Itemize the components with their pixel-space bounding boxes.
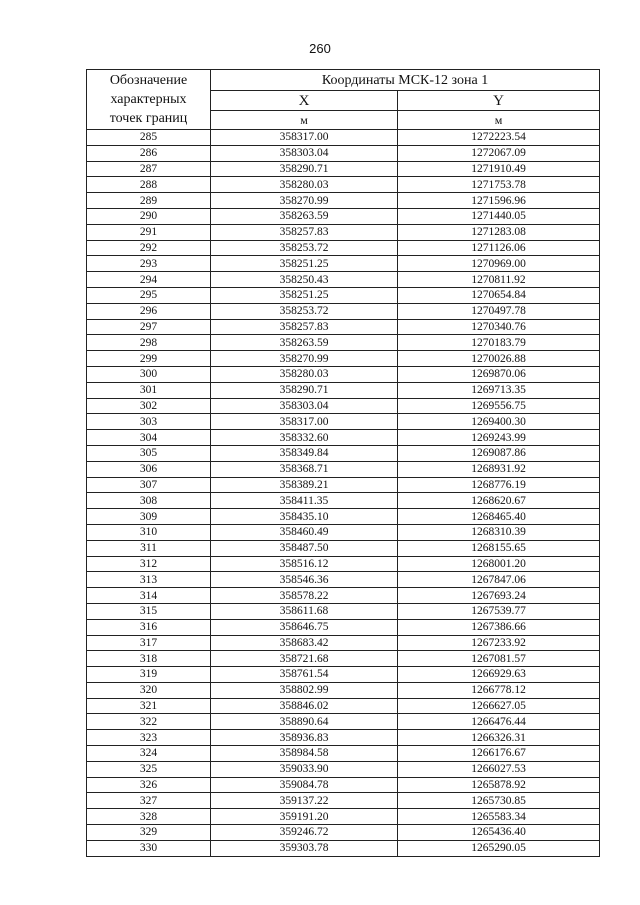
x-coordinate-cell: 358253.72 xyxy=(211,240,398,256)
y-column-header: Y xyxy=(398,91,600,111)
y-coordinate-cell: 1270183.79 xyxy=(398,335,600,351)
table-row xyxy=(87,540,600,556)
table-row xyxy=(87,335,600,351)
table-row xyxy=(87,208,600,224)
x-coordinate-cell: 358721.68 xyxy=(211,651,398,667)
x-coordinate-cell: 358578.22 xyxy=(211,588,398,604)
table-row xyxy=(87,319,600,335)
table-row xyxy=(87,667,600,683)
coords-title-header: Координаты МСК-12 зона 1 xyxy=(211,70,600,91)
point-label-line-1: Обозначение xyxy=(109,73,188,88)
y-coordinate-cell: 1268620.67 xyxy=(398,493,600,509)
table-row xyxy=(87,145,600,161)
y-coordinate-cell: 1267847.06 xyxy=(398,572,600,588)
y-coordinate-cell: 1269243.99 xyxy=(398,430,600,446)
x-coordinate-cell: 358263.59 xyxy=(211,208,398,224)
x-coordinate-cell: 358802.99 xyxy=(211,682,398,698)
y-coordinate-cell: 1267539.77 xyxy=(398,603,600,619)
x-coordinate-cell: 358317.00 xyxy=(211,414,398,430)
y-coordinate-cell: 1266027.53 xyxy=(398,761,600,777)
x-coordinate-cell: 358411.35 xyxy=(211,493,398,509)
y-coordinate-cell: 1268155.65 xyxy=(398,540,600,556)
y-coordinate-cell: 1270497.78 xyxy=(398,303,600,319)
y-coordinate-cell: 1266778.12 xyxy=(398,682,600,698)
y-coordinate-cell: 1271596.96 xyxy=(398,193,600,209)
y-coordinate-cell: 1267233.92 xyxy=(398,635,600,651)
point-id-cell: 309 xyxy=(87,509,211,525)
table-row xyxy=(87,698,600,714)
y-coordinate-cell: 1265436.40 xyxy=(398,825,600,841)
table-row xyxy=(87,224,600,240)
x-coordinate-cell: 359303.78 xyxy=(211,840,398,856)
point-id-cell: 322 xyxy=(87,714,211,730)
point-label-line-3: точек границ xyxy=(109,111,188,126)
y-coordinate-cell: 1269556.75 xyxy=(398,398,600,414)
point-id-cell: 286 xyxy=(87,145,211,161)
point-id-cell: 301 xyxy=(87,382,211,398)
table-row xyxy=(87,445,600,461)
point-id-cell: 287 xyxy=(87,161,211,177)
y-coordinate-cell: 1267386.66 xyxy=(398,619,600,635)
point-id-cell: 317 xyxy=(87,635,211,651)
point-id-cell: 302 xyxy=(87,398,211,414)
y-coordinate-cell: 1270340.76 xyxy=(398,319,600,335)
point-id-cell: 325 xyxy=(87,761,211,777)
point-id-cell: 292 xyxy=(87,240,211,256)
table-row xyxy=(87,556,600,572)
y-coordinate-cell: 1268001.20 xyxy=(398,556,600,572)
point-id-cell: 313 xyxy=(87,572,211,588)
x-coordinate-cell: 358546.36 xyxy=(211,572,398,588)
point-id-cell: 296 xyxy=(87,303,211,319)
table-row xyxy=(87,382,600,398)
table-row xyxy=(87,777,600,793)
table-row xyxy=(87,603,600,619)
table-row xyxy=(87,651,600,667)
y-coordinate-cell: 1270026.88 xyxy=(398,351,600,367)
x-coordinate-cell: 358460.49 xyxy=(211,524,398,540)
table-row xyxy=(87,572,600,588)
x-coordinate-cell: 359246.72 xyxy=(211,825,398,841)
table-row xyxy=(87,256,600,272)
x-coordinate-cell: 358270.99 xyxy=(211,193,398,209)
point-id-cell: 329 xyxy=(87,825,211,841)
point-id-cell: 314 xyxy=(87,588,211,604)
table-row xyxy=(87,414,600,430)
y-coordinate-cell: 1266929.63 xyxy=(398,667,600,683)
x-coordinate-cell: 358251.25 xyxy=(211,256,398,272)
point-id-cell: 289 xyxy=(87,193,211,209)
table-row xyxy=(87,366,600,382)
point-id-cell: 326 xyxy=(87,777,211,793)
point-id-cell: 304 xyxy=(87,430,211,446)
y-coordinate-cell: 1266627.05 xyxy=(398,698,600,714)
y-coordinate-cell: 1268776.19 xyxy=(398,477,600,493)
x-coordinate-cell: 358280.03 xyxy=(211,366,398,382)
table-row xyxy=(87,840,600,856)
x-unit-header: м xyxy=(211,111,398,130)
point-id-cell: 324 xyxy=(87,746,211,762)
x-coordinate-cell: 358290.71 xyxy=(211,382,398,398)
x-coordinate-cell: 358646.75 xyxy=(211,619,398,635)
x-coordinate-cell: 358846.02 xyxy=(211,698,398,714)
point-id-cell: 299 xyxy=(87,351,211,367)
y-coordinate-cell: 1269087.86 xyxy=(398,445,600,461)
point-id-cell: 291 xyxy=(87,224,211,240)
x-coordinate-cell: 358303.04 xyxy=(211,398,398,414)
x-coordinate-cell: 358250.43 xyxy=(211,272,398,288)
y-coordinate-cell: 1272067.09 xyxy=(398,145,600,161)
y-coordinate-cell: 1265583.34 xyxy=(398,809,600,825)
table-row xyxy=(87,714,600,730)
table-row xyxy=(87,619,600,635)
table-row xyxy=(87,477,600,493)
x-coordinate-cell: 359191.20 xyxy=(211,809,398,825)
table-row xyxy=(87,509,600,525)
point-id-cell: 298 xyxy=(87,335,211,351)
x-coordinate-cell: 358251.25 xyxy=(211,287,398,303)
y-coordinate-cell: 1272223.54 xyxy=(398,130,600,146)
x-coordinate-cell: 358368.71 xyxy=(211,461,398,477)
y-coordinate-cell: 1268465.40 xyxy=(398,509,600,525)
y-coordinate-cell: 1271910.49 xyxy=(398,161,600,177)
point-id-cell: 293 xyxy=(87,256,211,272)
point-id-cell: 330 xyxy=(87,840,211,856)
x-coordinate-cell: 358761.54 xyxy=(211,667,398,683)
x-coordinate-cell: 359137.22 xyxy=(211,793,398,809)
x-coordinate-cell: 358270.99 xyxy=(211,351,398,367)
x-coordinate-cell: 358280.03 xyxy=(211,177,398,193)
point-id-cell: 300 xyxy=(87,366,211,382)
point-id-cell: 316 xyxy=(87,619,211,635)
x-coordinate-cell: 358257.83 xyxy=(211,224,398,240)
point-id-cell: 315 xyxy=(87,603,211,619)
y-coordinate-cell: 1269713.35 xyxy=(398,382,600,398)
point-id-cell: 312 xyxy=(87,556,211,572)
x-coordinate-cell: 358936.83 xyxy=(211,730,398,746)
table-row xyxy=(87,272,600,288)
point-id-cell: 308 xyxy=(87,493,211,509)
y-coordinate-cell: 1269400.30 xyxy=(398,414,600,430)
table-body xyxy=(87,130,600,857)
x-coordinate-cell: 358253.72 xyxy=(211,303,398,319)
y-coordinate-cell: 1271126.06 xyxy=(398,240,600,256)
table-row xyxy=(87,161,600,177)
point-id-cell: 323 xyxy=(87,730,211,746)
table-row xyxy=(87,730,600,746)
table-row xyxy=(87,303,600,319)
y-coordinate-cell: 1268931.92 xyxy=(398,461,600,477)
table-row xyxy=(87,398,600,414)
x-coordinate-cell: 358890.64 xyxy=(211,714,398,730)
y-coordinate-cell: 1270811.92 xyxy=(398,272,600,288)
point-id-cell: 321 xyxy=(87,698,211,714)
y-coordinate-cell: 1268310.39 xyxy=(398,524,600,540)
point-id-cell: 318 xyxy=(87,651,211,667)
table-row xyxy=(87,493,600,509)
point-id-cell: 327 xyxy=(87,793,211,809)
x-coordinate-cell: 358263.59 xyxy=(211,335,398,351)
point-id-cell: 294 xyxy=(87,272,211,288)
point-label-header xyxy=(87,70,211,130)
table-row xyxy=(87,193,600,209)
y-coordinate-cell: 1265290.05 xyxy=(398,840,600,856)
point-label-line-2: характерных xyxy=(110,92,187,107)
point-id-cell: 290 xyxy=(87,208,211,224)
x-coordinate-cell: 358389.21 xyxy=(211,477,398,493)
point-id-cell: 307 xyxy=(87,477,211,493)
y-coordinate-cell: 1271440.05 xyxy=(398,208,600,224)
point-id-cell: 311 xyxy=(87,540,211,556)
table-row xyxy=(87,177,600,193)
y-coordinate-cell: 1271283.08 xyxy=(398,224,600,240)
point-id-cell: 285 xyxy=(87,130,211,146)
table-row xyxy=(87,287,600,303)
y-coordinate-cell: 1270654.84 xyxy=(398,287,600,303)
x-coordinate-cell: 358303.04 xyxy=(211,145,398,161)
point-id-cell: 319 xyxy=(87,667,211,683)
table-header xyxy=(87,70,600,130)
table-row xyxy=(87,746,600,762)
y-unit-header: м xyxy=(398,111,600,130)
coordinates-table xyxy=(86,69,600,857)
x-coordinate-cell: 358984.58 xyxy=(211,746,398,762)
x-coordinate-cell: 358290.71 xyxy=(211,161,398,177)
point-id-cell: 297 xyxy=(87,319,211,335)
y-coordinate-cell: 1265730.85 xyxy=(398,793,600,809)
table-row xyxy=(87,825,600,841)
y-coordinate-cell: 1267081.57 xyxy=(398,651,600,667)
table-row xyxy=(87,430,600,446)
x-coordinate-cell: 358332.60 xyxy=(211,430,398,446)
point-id-cell: 303 xyxy=(87,414,211,430)
x-coordinate-cell: 358516.12 xyxy=(211,556,398,572)
x-column-header: X xyxy=(211,91,398,111)
table-row xyxy=(87,761,600,777)
point-id-cell: 306 xyxy=(87,461,211,477)
page-number: 260 xyxy=(309,41,331,56)
point-id-cell: 328 xyxy=(87,809,211,825)
x-coordinate-cell: 359084.78 xyxy=(211,777,398,793)
table-row xyxy=(87,588,600,604)
table-row xyxy=(87,130,600,146)
x-coordinate-cell: 358487.50 xyxy=(211,540,398,556)
table-row xyxy=(87,351,600,367)
table-row xyxy=(87,682,600,698)
y-coordinate-cell: 1266326.31 xyxy=(398,730,600,746)
y-coordinate-cell: 1265878.92 xyxy=(398,777,600,793)
x-coordinate-cell: 359033.90 xyxy=(211,761,398,777)
y-coordinate-cell: 1271753.78 xyxy=(398,177,600,193)
x-coordinate-cell: 358317.00 xyxy=(211,130,398,146)
point-id-cell: 288 xyxy=(87,177,211,193)
table-row xyxy=(87,635,600,651)
y-coordinate-cell: 1267693.24 xyxy=(398,588,600,604)
y-coordinate-cell: 1270969.00 xyxy=(398,256,600,272)
table-row xyxy=(87,524,600,540)
y-coordinate-cell: 1266476.44 xyxy=(398,714,600,730)
table-row xyxy=(87,793,600,809)
table-row xyxy=(87,240,600,256)
y-coordinate-cell: 1266176.67 xyxy=(398,746,600,762)
point-id-cell: 305 xyxy=(87,445,211,461)
x-coordinate-cell: 358435.10 xyxy=(211,509,398,525)
table-row xyxy=(87,809,600,825)
point-id-cell: 310 xyxy=(87,524,211,540)
table-row xyxy=(87,461,600,477)
point-id-cell: 295 xyxy=(87,287,211,303)
x-coordinate-cell: 358683.42 xyxy=(211,635,398,651)
y-coordinate-cell: 1269870.06 xyxy=(398,366,600,382)
point-id-cell: 320 xyxy=(87,682,211,698)
x-coordinate-cell: 358349.84 xyxy=(211,445,398,461)
x-coordinate-cell: 358611.68 xyxy=(211,603,398,619)
x-coordinate-cell: 358257.83 xyxy=(211,319,398,335)
